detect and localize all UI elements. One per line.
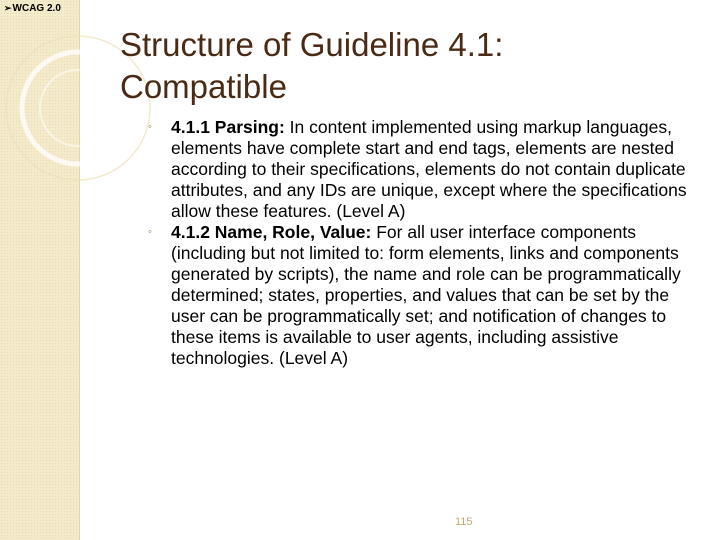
bullet-list <box>148 117 696 369</box>
bullet-heading: 4.1.1 Parsing: <box>171 117 285 137</box>
header-tag-text: WCAG 2.0 <box>12 3 61 14</box>
slide-title-line-2: Compatible <box>120 68 287 105</box>
circle-bullet-icon: ◦ <box>148 121 152 133</box>
header-tag <box>4 3 61 14</box>
arrow-bullet-icon: ➢ <box>4 3 12 13</box>
circle-bullet-icon: ◦ <box>148 226 152 238</box>
left-decorative-band <box>0 0 80 540</box>
slide-title-line-1: Structure of Guideline 4.1: <box>120 26 504 63</box>
bullet-heading: 4.1.2 Name, Role, Value: <box>171 222 372 242</box>
bullet-body: In content implemented using markup languages, elements have complete start and end tags, elements are nested according to their specifications, elements do not contain duplicate attributes, and any IDs are unique, except where the specifications allow these features. (Level A) <box>171 117 687 221</box>
bullet-item-name-role-value <box>148 222 696 369</box>
bullet-body: For all user interface components (including but not limited to: form elements, links and components generated by scripts), the name and role can be programmatically determined; states, properties, and values that can be set by the user can be programmatically set; and notification of changes to these items is available to user agents, including assistive technologies. (Level A) <box>171 222 681 368</box>
page-number: 115 <box>455 516 473 528</box>
slide-title <box>120 24 680 108</box>
bullet-item-parsing <box>148 117 696 222</box>
